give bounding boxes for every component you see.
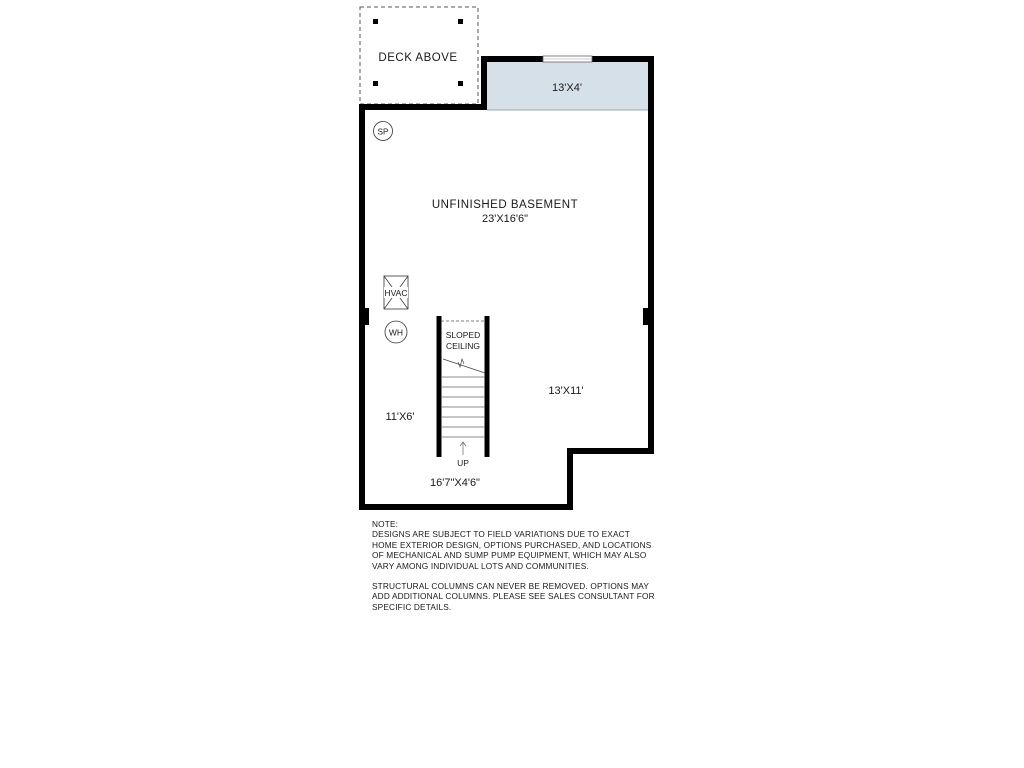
area-bottom-dimension: 16'7"X4'6"	[430, 477, 480, 489]
sloped-ceiling-label-line2: CEILING	[445, 341, 481, 351]
notes-paragraph-1: DESIGNS ARE SUBJECT TO FIELD VARIATIONS DUE TO EXACT HOME EXTERIOR DESIGN, OPTIONS PURCHASED, AND LOCATIONS OF MECHANICAL AND SUMP PUMP EQUIPMENT, WHICH MAY ALSO VARY AMONG INDIVIDUAL LOTS AND COMMUNITIES.	[372, 529, 652, 571]
area-right-dimension: 13'X11'	[548, 385, 584, 397]
notes-paragraph-2: STRUCTURAL COLUMNS CAN NEVER BE REMOVED. OPTIONS MAY ADD ADDITIONAL COLUMNS. PLEASE SEE SALES CONSULTANT FOR SPECIFIC DETAILS.	[372, 581, 655, 612]
room-dimension: 23'X16'6"	[481, 213, 529, 225]
stair-cut-line	[443, 359, 485, 373]
stairs	[439, 316, 487, 468]
area-left-dimension: 11'X6'	[385, 411, 415, 423]
hvac-label: HVAC	[384, 288, 408, 298]
deck-post	[458, 81, 463, 86]
notes-heading: NOTE:	[372, 519, 399, 529]
wall-column-right	[643, 308, 649, 325]
sump-pump-label: SP	[377, 127, 389, 137]
bump-out-dimension: 13'X4'	[552, 82, 582, 94]
deck-post	[373, 19, 378, 24]
hvac-unit	[384, 276, 408, 309]
water-heater	[385, 321, 407, 343]
disclaimer-notes	[372, 519, 702, 612]
water-heater-label: WH	[388, 327, 404, 338]
sloped-ceiling-label-line1: SLOPED	[445, 330, 481, 340]
stair-up-label: UP	[457, 458, 469, 468]
deck-post	[373, 81, 378, 86]
deck-post	[458, 19, 463, 24]
sump-pump	[374, 122, 393, 141]
deck-label: DECK ABOVE	[378, 52, 458, 64]
notes-spacer	[372, 571, 702, 581]
wall-column-left	[363, 308, 369, 325]
room-name: UNFINISHED BASEMENT	[431, 199, 579, 211]
deck-above	[360, 7, 478, 104]
